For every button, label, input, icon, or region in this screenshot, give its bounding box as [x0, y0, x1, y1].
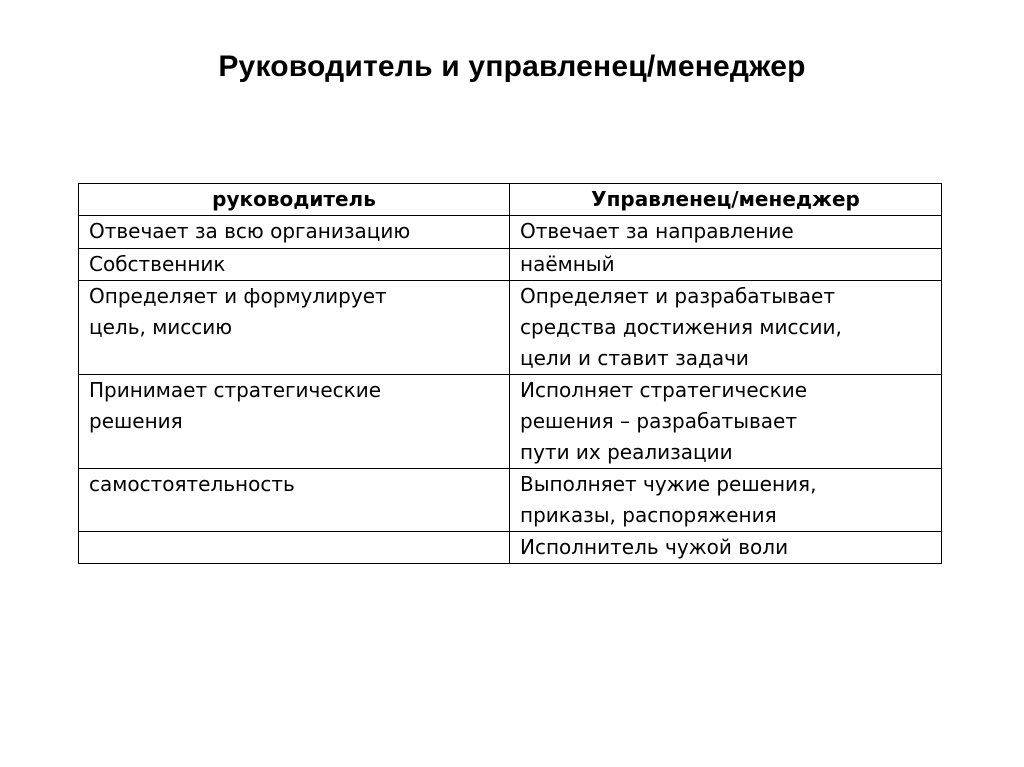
cell-text-line: решения [89, 409, 183, 433]
cell-text-line: Отвечает за всю организацию [89, 219, 411, 243]
column-header-leader: руководитель [79, 184, 510, 216]
table-row [79, 532, 942, 564]
cell-text-line: решения – разрабатывает [520, 409, 797, 433]
cell-text-line: приказы, распоряжения [520, 503, 777, 527]
cell-leader [79, 281, 510, 375]
cell-text-line: Исполнитель чужой воли [520, 535, 789, 559]
cell-text-line: Определяет и разрабатывает [520, 284, 835, 308]
cell-manager [510, 281, 942, 375]
cell-text-line: цель, миссию [89, 315, 233, 339]
cell-text-line: Отвечает за направление [520, 219, 794, 243]
cell-leader [79, 249, 510, 281]
page-title: Руководитель и управленец/менеджер [218, 50, 806, 83]
table-row [79, 216, 942, 249]
cell-leader [79, 216, 510, 249]
table-header-row [79, 184, 942, 216]
table-row [79, 469, 942, 532]
cell-manager [510, 532, 942, 564]
cell-leader [79, 469, 510, 532]
cell-text-line: наёмный [520, 252, 615, 276]
cell-leader [79, 532, 510, 564]
cell-text-line: Принимает стратегические [89, 378, 382, 402]
cell-text-line: цели и ставит задачи [520, 346, 749, 370]
table-row [79, 249, 942, 281]
column-header-manager: Управленец/менеджер [510, 184, 942, 216]
cell-manager [510, 216, 942, 249]
table-row [79, 281, 942, 375]
cell-text-line: Собственник [89, 252, 226, 276]
cell-manager [510, 469, 942, 532]
cell-text-line: самостоятельность [89, 472, 295, 496]
cell-text-line: Исполняет стратегические [520, 378, 808, 402]
cell-text-line: пути их реализации [520, 440, 733, 464]
cell-leader [79, 375, 510, 469]
cell-text-line: Определяет и формулирует [89, 284, 387, 308]
cell-manager [510, 375, 942, 469]
table-row [79, 375, 942, 469]
cell-manager [510, 249, 942, 281]
comparison-table [78, 183, 942, 564]
cell-text-line: Выполняет чужие решения, [520, 472, 817, 496]
cell-text-line: средства достижения миссии, [520, 315, 842, 339]
table-body [79, 216, 942, 564]
